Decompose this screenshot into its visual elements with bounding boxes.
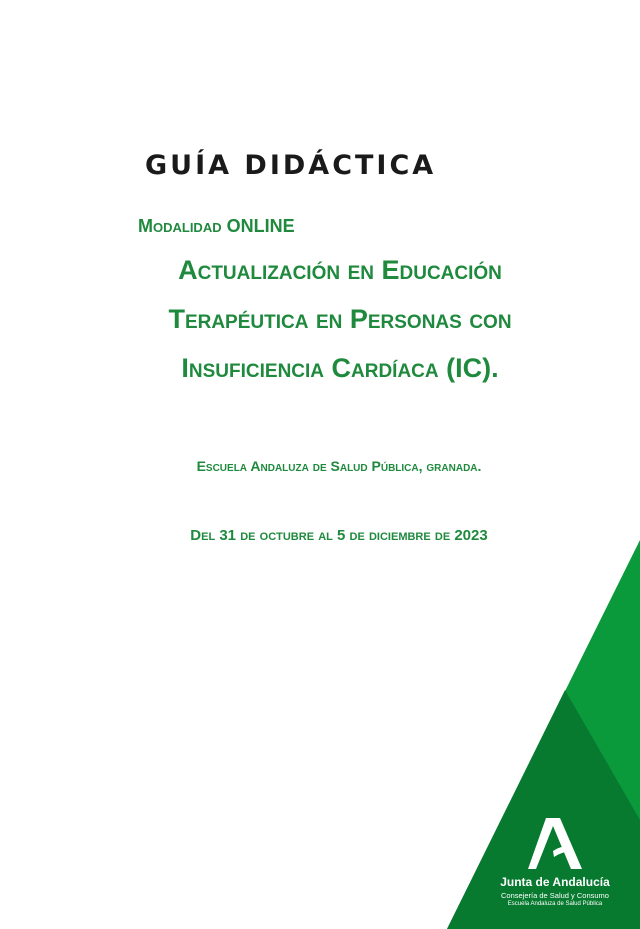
course-title-line-1: Actualización en Educación — [178, 255, 502, 285]
junta-andalucia-a-icon — [526, 815, 584, 871]
course-dates: Del 31 de octubre al 5 de diciembre de 2023 — [190, 527, 488, 544]
school-location: Escuela Andaluza de Salud Pública, granada. — [196, 458, 482, 474]
junta-andalucia-logo — [480, 815, 630, 907]
logo-department: Consejería de Salud y Consumo — [501, 891, 609, 900]
course-title-line-3: Insuficiencia Cardíaca (IC). — [181, 353, 499, 383]
logo-institution: Escuela Andaluza de Salud Pública — [507, 901, 603, 907]
document-title: GUÍA DIDÁCTICA — [145, 150, 437, 181]
course-title-line-2: Terapéutica en Personas con — [168, 304, 512, 334]
logo-name: Junta de Andalucía — [500, 875, 610, 889]
course-modality: Modalidad ONLINE — [138, 216, 295, 236]
